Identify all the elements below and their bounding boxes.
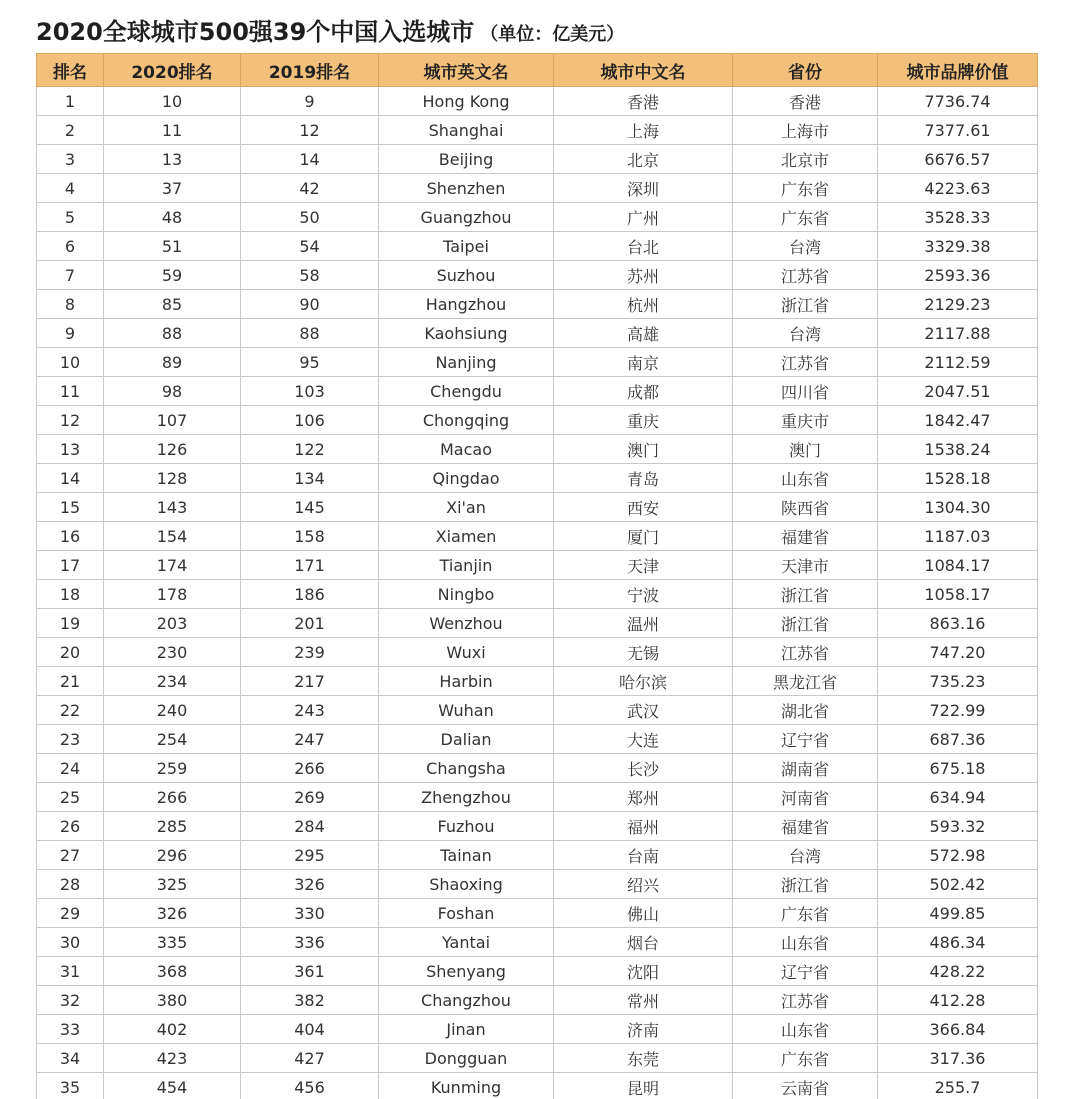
cell-city-english: Xiamen (379, 522, 554, 551)
cell-city-chinese: 台南 (554, 841, 733, 870)
cell-brand-value: 1187.03 (878, 522, 1038, 551)
table-row (37, 203, 1038, 232)
cell-province: 江苏省 (733, 986, 878, 1015)
table-row (37, 406, 1038, 435)
table-row (37, 261, 1038, 290)
cell-brand-value: 1842.47 (878, 406, 1038, 435)
cell-province: 北京市 (733, 145, 878, 174)
cell-province: 江苏省 (733, 638, 878, 667)
cell-brand-value: 1058.17 (878, 580, 1038, 609)
cell-rank-2019: 201 (241, 609, 379, 638)
cell-brand-value: 499.85 (878, 899, 1038, 928)
cell-city-english: Guangzhou (379, 203, 554, 232)
cell-rank-2020: 37 (104, 174, 241, 203)
cell-brand-value: 747.20 (878, 638, 1038, 667)
cell-city-english: Harbin (379, 667, 554, 696)
cell-city-english: Dongguan (379, 1044, 554, 1073)
cell-brand-value: 2047.51 (878, 377, 1038, 406)
cell-city-chinese: 西安 (554, 493, 733, 522)
table-row (37, 667, 1038, 696)
header-city-english: 城市英文名 (379, 54, 554, 87)
cell-rank: 10 (37, 348, 104, 377)
cell-city-chinese: 香港 (554, 87, 733, 116)
cell-city-chinese: 成都 (554, 377, 733, 406)
cell-city-english: Taipei (379, 232, 554, 261)
table-row (37, 551, 1038, 580)
cell-province: 湖南省 (733, 754, 878, 783)
cell-rank-2019: 145 (241, 493, 379, 522)
cell-rank: 25 (37, 783, 104, 812)
cell-city-english: Kunming (379, 1073, 554, 1099)
cell-rank-2020: 325 (104, 870, 241, 899)
cell-province: 山东省 (733, 928, 878, 957)
header-brand-value: 城市品牌价值 (878, 54, 1038, 87)
cell-rank: 30 (37, 928, 104, 957)
cell-rank-2019: 284 (241, 812, 379, 841)
cell-rank: 21 (37, 667, 104, 696)
cell-rank-2020: 234 (104, 667, 241, 696)
cell-brand-value: 675.18 (878, 754, 1038, 783)
table-row (37, 1044, 1038, 1073)
cell-city-chinese: 烟台 (554, 928, 733, 957)
cell-city-english: Jinan (379, 1015, 554, 1044)
cell-rank: 3 (37, 145, 104, 174)
cell-brand-value: 735.23 (878, 667, 1038, 696)
cell-province: 台湾 (733, 841, 878, 870)
cell-rank-2019: 50 (241, 203, 379, 232)
cell-city-chinese: 广州 (554, 203, 733, 232)
table-row (37, 174, 1038, 203)
table-row (37, 464, 1038, 493)
cell-city-english: Zhengzhou (379, 783, 554, 812)
cell-rank: 12 (37, 406, 104, 435)
cell-province: 福建省 (733, 812, 878, 841)
table-row (37, 319, 1038, 348)
table-row (37, 348, 1038, 377)
cell-rank: 2 (37, 116, 104, 145)
cell-brand-value: 634.94 (878, 783, 1038, 812)
unit-note: （单位：亿美元） (480, 24, 625, 45)
cell-province: 浙江省 (733, 609, 878, 638)
cell-brand-value: 863.16 (878, 609, 1038, 638)
cell-rank-2020: 59 (104, 261, 241, 290)
cell-province: 香港 (733, 87, 878, 116)
cell-city-chinese: 上海 (554, 116, 733, 145)
cell-city-chinese: 长沙 (554, 754, 733, 783)
cell-province: 广东省 (733, 203, 878, 232)
cell-rank: 27 (37, 841, 104, 870)
cell-rank-2020: 380 (104, 986, 241, 1015)
cell-rank-2019: 103 (241, 377, 379, 406)
cell-rank-2020: 335 (104, 928, 241, 957)
cell-city-english: Wuxi (379, 638, 554, 667)
cell-rank-2019: 247 (241, 725, 379, 754)
cell-city-chinese: 北京 (554, 145, 733, 174)
cell-province: 陕西省 (733, 493, 878, 522)
cell-rank-2019: 336 (241, 928, 379, 957)
cell-city-chinese: 高雄 (554, 319, 733, 348)
cell-city-english: Qingdao (379, 464, 554, 493)
cell-city-chinese: 苏州 (554, 261, 733, 290)
cell-rank-2019: 171 (241, 551, 379, 580)
cell-brand-value: 317.36 (878, 1044, 1038, 1073)
cell-rank-2019: 295 (241, 841, 379, 870)
cell-city-english: Shenyang (379, 957, 554, 986)
cell-rank-2019: 42 (241, 174, 379, 203)
table-row (37, 696, 1038, 725)
cell-rank-2019: 95 (241, 348, 379, 377)
header-rank-2019: 2019排名 (241, 54, 379, 87)
cell-brand-value: 2593.36 (878, 261, 1038, 290)
cell-brand-value: 593.32 (878, 812, 1038, 841)
cell-rank: 4 (37, 174, 104, 203)
cell-brand-value: 1528.18 (878, 464, 1038, 493)
table-header-row (37, 54, 1038, 87)
cell-city-english: Shenzhen (379, 174, 554, 203)
cell-city-english: Hong Kong (379, 87, 554, 116)
cell-rank-2020: 254 (104, 725, 241, 754)
table-row (37, 232, 1038, 261)
cell-rank-2020: 126 (104, 435, 241, 464)
cell-city-english: Changzhou (379, 986, 554, 1015)
cell-rank-2020: 178 (104, 580, 241, 609)
cell-brand-value: 486.34 (878, 928, 1038, 957)
cell-rank: 29 (37, 899, 104, 928)
cell-city-english: Yantai (379, 928, 554, 957)
cell-rank: 35 (37, 1073, 104, 1099)
cell-rank-2019: 134 (241, 464, 379, 493)
cell-brand-value: 1304.30 (878, 493, 1038, 522)
cell-province: 江苏省 (733, 348, 878, 377)
cell-city-english: Shaoxing (379, 870, 554, 899)
cell-rank-2019: 54 (241, 232, 379, 261)
cell-city-chinese: 重庆 (554, 406, 733, 435)
cell-brand-value: 366.84 (878, 1015, 1038, 1044)
cell-rank: 9 (37, 319, 104, 348)
cell-city-chinese: 天津 (554, 551, 733, 580)
cell-rank: 28 (37, 870, 104, 899)
cell-rank: 26 (37, 812, 104, 841)
city-ranking-table (36, 53, 1038, 1099)
table-row (37, 493, 1038, 522)
cell-rank-2019: 217 (241, 667, 379, 696)
cell-city-english: Macao (379, 435, 554, 464)
cell-brand-value: 7377.61 (878, 116, 1038, 145)
cell-province: 台湾 (733, 232, 878, 261)
cell-city-chinese: 沈阳 (554, 957, 733, 986)
cell-province: 辽宁省 (733, 725, 878, 754)
cell-rank-2019: 90 (241, 290, 379, 319)
cell-city-chinese: 济南 (554, 1015, 733, 1044)
cell-city-english: Chengdu (379, 377, 554, 406)
cell-brand-value: 3329.38 (878, 232, 1038, 261)
cell-brand-value: 1084.17 (878, 551, 1038, 580)
cell-rank-2020: 88 (104, 319, 241, 348)
cell-brand-value: 687.36 (878, 725, 1038, 754)
cell-rank: 34 (37, 1044, 104, 1073)
cell-rank-2020: 10 (104, 87, 241, 116)
cell-province: 澳门 (733, 435, 878, 464)
cell-brand-value: 572.98 (878, 841, 1038, 870)
cell-rank: 15 (37, 493, 104, 522)
cell-city-chinese: 佛山 (554, 899, 733, 928)
cell-brand-value: 502.42 (878, 870, 1038, 899)
cell-city-chinese: 昆明 (554, 1073, 733, 1099)
cell-rank: 11 (37, 377, 104, 406)
cell-rank-2019: 158 (241, 522, 379, 551)
cell-rank-2019: 269 (241, 783, 379, 812)
cell-province: 黑龙江省 (733, 667, 878, 696)
cell-city-chinese: 澳门 (554, 435, 733, 464)
header-rank: 排名 (37, 54, 104, 87)
cell-rank-2019: 14 (241, 145, 379, 174)
cell-rank-2020: 51 (104, 232, 241, 261)
cell-city-chinese: 郑州 (554, 783, 733, 812)
header-rank-2020: 2020排名 (104, 54, 241, 87)
cell-rank-2019: 404 (241, 1015, 379, 1044)
table-row (37, 116, 1038, 145)
cell-rank-2019: 243 (241, 696, 379, 725)
cell-city-english: Tianjin (379, 551, 554, 580)
cell-province: 四川省 (733, 377, 878, 406)
table-row (37, 841, 1038, 870)
cell-rank: 13 (37, 435, 104, 464)
cell-rank-2019: 58 (241, 261, 379, 290)
cell-rank-2020: 402 (104, 1015, 241, 1044)
cell-city-chinese: 常州 (554, 986, 733, 1015)
cell-province: 浙江省 (733, 290, 878, 319)
table-row (37, 1073, 1038, 1099)
cell-rank-2020: 368 (104, 957, 241, 986)
table-row (37, 377, 1038, 406)
table-row (37, 290, 1038, 319)
cell-province: 浙江省 (733, 870, 878, 899)
cell-rank-2019: 326 (241, 870, 379, 899)
cell-brand-value: 1538.24 (878, 435, 1038, 464)
cell-city-chinese: 杭州 (554, 290, 733, 319)
cell-brand-value: 4223.63 (878, 174, 1038, 203)
cell-rank-2019: 186 (241, 580, 379, 609)
cell-rank-2019: 456 (241, 1073, 379, 1099)
table-row (37, 87, 1038, 116)
cell-rank: 7 (37, 261, 104, 290)
cell-rank-2020: 203 (104, 609, 241, 638)
cell-rank: 20 (37, 638, 104, 667)
cell-rank-2019: 88 (241, 319, 379, 348)
cell-rank: 32 (37, 986, 104, 1015)
cell-city-chinese: 厦门 (554, 522, 733, 551)
table-row (37, 754, 1038, 783)
cell-city-chinese: 哈尔滨 (554, 667, 733, 696)
cell-rank-2020: 13 (104, 145, 241, 174)
cell-rank-2019: 266 (241, 754, 379, 783)
cell-rank-2019: 382 (241, 986, 379, 1015)
cell-city-chinese: 宁波 (554, 580, 733, 609)
cell-city-english: Suzhou (379, 261, 554, 290)
cell-province: 山东省 (733, 464, 878, 493)
cell-province: 上海市 (733, 116, 878, 145)
cell-city-chinese: 深圳 (554, 174, 733, 203)
cell-city-english: Beijing (379, 145, 554, 174)
cell-rank: 8 (37, 290, 104, 319)
cell-rank-2019: 239 (241, 638, 379, 667)
cell-province: 辽宁省 (733, 957, 878, 986)
cell-city-english: Wuhan (379, 696, 554, 725)
cell-brand-value: 2129.23 (878, 290, 1038, 319)
cell-city-english: Shanghai (379, 116, 554, 145)
cell-province: 河南省 (733, 783, 878, 812)
cell-rank: 17 (37, 551, 104, 580)
cell-city-english: Nanjing (379, 348, 554, 377)
table-row (37, 899, 1038, 928)
cell-brand-value: 412.28 (878, 986, 1038, 1015)
cell-city-english: Wenzhou (379, 609, 554, 638)
header-city-chinese: 城市中文名 (554, 54, 733, 87)
cell-province: 广东省 (733, 899, 878, 928)
cell-province: 云南省 (733, 1073, 878, 1099)
cell-rank: 23 (37, 725, 104, 754)
cell-city-chinese: 南京 (554, 348, 733, 377)
cell-rank-2020: 326 (104, 899, 241, 928)
table-row (37, 609, 1038, 638)
cell-province: 浙江省 (733, 580, 878, 609)
table-body (37, 87, 1038, 1099)
table-row (37, 870, 1038, 899)
cell-city-chinese: 无锡 (554, 638, 733, 667)
cell-brand-value: 2117.88 (878, 319, 1038, 348)
cell-city-chinese: 绍兴 (554, 870, 733, 899)
cell-city-english: Dalian (379, 725, 554, 754)
cell-rank-2020: 266 (104, 783, 241, 812)
cell-rank-2020: 285 (104, 812, 241, 841)
cell-rank: 19 (37, 609, 104, 638)
cell-rank: 31 (37, 957, 104, 986)
cell-rank-2020: 11 (104, 116, 241, 145)
cell-rank-2020: 174 (104, 551, 241, 580)
cell-city-chinese: 青岛 (554, 464, 733, 493)
cell-province: 江苏省 (733, 261, 878, 290)
cell-rank-2019: 361 (241, 957, 379, 986)
cell-rank-2020: 296 (104, 841, 241, 870)
table-row (37, 580, 1038, 609)
table-row (37, 1015, 1038, 1044)
cell-city-english: Xi'an (379, 493, 554, 522)
cell-city-english: Foshan (379, 899, 554, 928)
cell-province: 广东省 (733, 174, 878, 203)
cell-brand-value: 2112.59 (878, 348, 1038, 377)
table-row (37, 638, 1038, 667)
cell-rank-2020: 143 (104, 493, 241, 522)
cell-city-chinese: 温州 (554, 609, 733, 638)
cell-rank-2020: 230 (104, 638, 241, 667)
cell-province: 重庆市 (733, 406, 878, 435)
cell-brand-value: 3528.33 (878, 203, 1038, 232)
cell-brand-value: 7736.74 (878, 87, 1038, 116)
cell-city-chinese: 大连 (554, 725, 733, 754)
cell-rank: 18 (37, 580, 104, 609)
cell-rank-2019: 12 (241, 116, 379, 145)
title-text: 2020全球城市500强39个中国入选城市 (36, 18, 475, 46)
cell-rank: 14 (37, 464, 104, 493)
cell-brand-value: 255.7 (878, 1073, 1038, 1099)
cell-brand-value: 722.99 (878, 696, 1038, 725)
cell-province: 山东省 (733, 1015, 878, 1044)
cell-city-english: Changsha (379, 754, 554, 783)
cell-rank-2020: 240 (104, 696, 241, 725)
cell-rank-2019: 106 (241, 406, 379, 435)
table-row (37, 957, 1038, 986)
cell-brand-value: 428.22 (878, 957, 1038, 986)
cell-rank-2019: 9 (241, 87, 379, 116)
cell-rank-2020: 85 (104, 290, 241, 319)
cell-rank-2020: 48 (104, 203, 241, 232)
cell-rank-2020: 107 (104, 406, 241, 435)
cell-province: 湖北省 (733, 696, 878, 725)
cell-rank: 6 (37, 232, 104, 261)
table-row (37, 812, 1038, 841)
cell-rank-2020: 98 (104, 377, 241, 406)
cell-province: 天津市 (733, 551, 878, 580)
cell-rank-2020: 259 (104, 754, 241, 783)
table-row (37, 986, 1038, 1015)
cell-rank: 16 (37, 522, 104, 551)
cell-rank-2019: 427 (241, 1044, 379, 1073)
cell-city-chinese: 福州 (554, 812, 733, 841)
cell-rank: 1 (37, 87, 104, 116)
cell-rank: 22 (37, 696, 104, 725)
cell-city-chinese: 台北 (554, 232, 733, 261)
cell-rank-2019: 122 (241, 435, 379, 464)
cell-rank: 33 (37, 1015, 104, 1044)
table-row (37, 725, 1038, 754)
cell-city-english: Ningbo (379, 580, 554, 609)
cell-city-english: Fuzhou (379, 812, 554, 841)
cell-rank: 24 (37, 754, 104, 783)
cell-rank-2020: 454 (104, 1073, 241, 1099)
cell-brand-value: 6676.57 (878, 145, 1038, 174)
cell-province: 台湾 (733, 319, 878, 348)
cell-rank-2020: 128 (104, 464, 241, 493)
cell-city-english: Tainan (379, 841, 554, 870)
cell-rank-2020: 154 (104, 522, 241, 551)
table-row (37, 928, 1038, 957)
table-row (37, 783, 1038, 812)
cell-city-english: Hangzhou (379, 290, 554, 319)
cell-rank-2020: 423 (104, 1044, 241, 1073)
cell-city-english: Chongqing (379, 406, 554, 435)
page-title (36, 14, 624, 50)
table-row (37, 435, 1038, 464)
cell-rank-2020: 89 (104, 348, 241, 377)
cell-province: 广东省 (733, 1044, 878, 1073)
header-province: 省份 (733, 54, 878, 87)
cell-city-english: Kaohsiung (379, 319, 554, 348)
table-row (37, 522, 1038, 551)
cell-city-chinese: 武汉 (554, 696, 733, 725)
cell-city-chinese: 东莞 (554, 1044, 733, 1073)
cell-rank-2019: 330 (241, 899, 379, 928)
cell-province: 福建省 (733, 522, 878, 551)
cell-rank: 5 (37, 203, 104, 232)
table-row (37, 145, 1038, 174)
